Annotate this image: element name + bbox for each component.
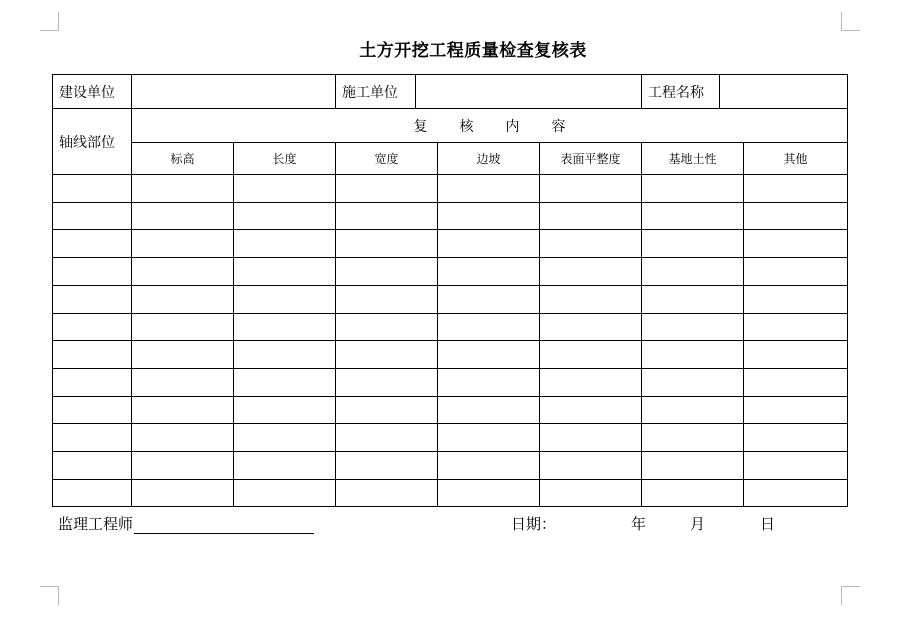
review-value-cell[interactable] <box>132 452 234 480</box>
review-value-cell[interactable] <box>234 230 336 258</box>
review-value-cell[interactable] <box>234 452 336 480</box>
review-value-cell[interactable] <box>132 397 234 424</box>
crop-mark-top-left <box>40 12 59 31</box>
review-value-cell[interactable] <box>642 203 744 230</box>
review-value-cell[interactable] <box>234 175 336 203</box>
review-value-cell[interactable] <box>438 480 540 507</box>
review-value-cell[interactable] <box>132 230 234 258</box>
axis-position-cell[interactable] <box>53 369 132 397</box>
review-value-cell[interactable] <box>234 286 336 314</box>
review-value-cell[interactable] <box>438 286 540 314</box>
table-row <box>53 314 848 341</box>
review-value-cell[interactable] <box>234 314 336 341</box>
supervisor-signature-line[interactable] <box>134 516 314 534</box>
review-value-cell[interactable] <box>642 424 744 452</box>
review-value-cell[interactable] <box>642 314 744 341</box>
contractor-field[interactable] <box>416 75 642 108</box>
table-row <box>53 424 848 452</box>
review-value-cell[interactable] <box>336 286 438 314</box>
table-row <box>53 286 848 314</box>
table-row <box>53 397 848 424</box>
review-value-cell[interactable] <box>744 175 848 203</box>
table-row <box>53 258 848 286</box>
review-value-cell[interactable] <box>744 203 848 230</box>
month-label: 月 <box>690 515 706 533</box>
review-value-cell[interactable] <box>336 480 438 507</box>
review-value-cell[interactable] <box>132 286 234 314</box>
crop-mark-top-right <box>841 12 860 31</box>
review-value-cell[interactable] <box>540 175 642 203</box>
review-value-cell[interactable] <box>336 452 438 480</box>
review-value-cell[interactable] <box>438 341 540 369</box>
supervisor-label: 监理工程师 <box>58 515 134 533</box>
review-value-cell[interactable] <box>336 369 438 397</box>
review-value-cell[interactable] <box>234 424 336 452</box>
axis-position-cell[interactable] <box>53 258 132 286</box>
review-value-cell[interactable] <box>438 397 540 424</box>
review-value-cell[interactable] <box>336 397 438 424</box>
axis-position-cell[interactable] <box>53 230 132 258</box>
review-value-cell[interactable] <box>744 452 848 480</box>
review-value-cell[interactable] <box>540 314 642 341</box>
review-value-cell[interactable] <box>642 258 744 286</box>
table-row <box>53 341 848 369</box>
review-value-cell[interactable] <box>234 369 336 397</box>
axis-position-cell[interactable] <box>53 397 132 424</box>
table-row <box>53 452 848 480</box>
crop-mark-bottom-left <box>40 586 59 605</box>
review-value-cell[interactable] <box>540 230 642 258</box>
review-value-cell[interactable] <box>336 341 438 369</box>
review-value-cell[interactable] <box>132 175 234 203</box>
review-value-cell[interactable] <box>642 175 744 203</box>
review-value-cell[interactable] <box>438 203 540 230</box>
review-value-cell[interactable] <box>540 480 642 507</box>
review-value-cell[interactable] <box>336 203 438 230</box>
project-name-group <box>642 75 848 109</box>
review-value-cell[interactable] <box>132 203 234 230</box>
review-value-cell[interactable] <box>336 258 438 286</box>
review-value-cell[interactable] <box>744 369 848 397</box>
review-content-header: 复核内容 <box>132 109 848 143</box>
inspection-table <box>52 74 848 507</box>
review-value-cell[interactable] <box>540 341 642 369</box>
construction-unit-label: 建设单位 <box>53 75 132 109</box>
table-row <box>53 369 848 397</box>
project-name-label: 工程名称 <box>642 75 720 108</box>
review-value-cell[interactable] <box>132 480 234 507</box>
table-row <box>53 480 848 507</box>
review-value-cell[interactable] <box>234 480 336 507</box>
review-value-cell[interactable] <box>642 230 744 258</box>
header-row-units <box>53 75 848 109</box>
review-value-cell[interactable] <box>642 286 744 314</box>
review-value-cell[interactable] <box>438 424 540 452</box>
column-header: 基地土性 <box>642 143 744 175</box>
review-value-cell[interactable] <box>132 369 234 397</box>
review-value-cell[interactable] <box>336 314 438 341</box>
review-value-cell[interactable] <box>132 258 234 286</box>
table-row <box>53 203 848 230</box>
axis-position-cell[interactable] <box>53 203 132 230</box>
column-header: 边坡 <box>438 143 540 175</box>
review-value-cell[interactable] <box>438 230 540 258</box>
table-row <box>53 175 848 203</box>
review-value-cell[interactable] <box>744 480 848 507</box>
review-value-cell[interactable] <box>438 452 540 480</box>
column-header: 表面平整度 <box>540 143 642 175</box>
header-row-review <box>53 109 848 143</box>
axis-position-cell[interactable] <box>53 175 132 203</box>
review-value-cell[interactable] <box>540 452 642 480</box>
axis-position-cell[interactable] <box>53 452 132 480</box>
review-value-cell[interactable] <box>744 314 848 341</box>
review-value-cell[interactable] <box>642 480 744 507</box>
review-value-cell[interactable] <box>438 175 540 203</box>
axis-position-label: 轴线部位 <box>53 109 132 175</box>
axis-position-cell[interactable] <box>53 424 132 452</box>
crop-mark-bottom-right <box>841 586 860 605</box>
table-row <box>53 230 848 258</box>
review-value-cell[interactable] <box>234 203 336 230</box>
review-value-cell[interactable] <box>744 230 848 258</box>
column-header: 宽度 <box>336 143 438 175</box>
review-value-cell[interactable] <box>744 341 848 369</box>
contractor-label: 施工单位 <box>336 75 416 108</box>
review-value-cell[interactable] <box>642 452 744 480</box>
review-value-cell[interactable] <box>744 397 848 424</box>
axis-position-cell[interactable] <box>53 314 132 341</box>
review-value-cell[interactable] <box>642 341 744 369</box>
date-label: 日期： <box>511 515 557 533</box>
review-value-cell[interactable] <box>438 314 540 341</box>
review-value-cell[interactable] <box>336 424 438 452</box>
supervisor-signature <box>58 513 314 534</box>
review-value-cell[interactable] <box>540 258 642 286</box>
form-title: 土方开挖工程质量检查复核表 <box>359 41 587 61</box>
review-value-cell[interactable] <box>642 369 744 397</box>
review-value-cell[interactable] <box>642 397 744 424</box>
column-header-row <box>53 143 848 175</box>
review-value-cell[interactable] <box>540 286 642 314</box>
year-label: 年 <box>631 515 647 533</box>
review-value-cell[interactable] <box>132 341 234 369</box>
axis-position-cell[interactable] <box>53 480 132 507</box>
column-header: 长度 <box>234 143 336 175</box>
review-value-cell[interactable] <box>744 286 848 314</box>
review-value-cell[interactable] <box>540 424 642 452</box>
construction-unit-field[interactable] <box>132 75 336 109</box>
day-label: 日 <box>760 515 776 533</box>
review-value-cell[interactable] <box>540 203 642 230</box>
review-value-cell[interactable] <box>540 369 642 397</box>
review-value-cell[interactable] <box>234 341 336 369</box>
review-value-cell[interactable] <box>234 258 336 286</box>
review-value-cell[interactable] <box>234 397 336 424</box>
review-value-cell[interactable] <box>438 258 540 286</box>
review-value-cell[interactable] <box>540 397 642 424</box>
review-value-cell[interactable] <box>132 424 234 452</box>
review-value-cell[interactable] <box>744 424 848 452</box>
project-name-field[interactable] <box>720 75 848 108</box>
axis-position-cell[interactable] <box>53 286 132 314</box>
review-value-cell[interactable] <box>438 369 540 397</box>
review-value-cell[interactable] <box>132 314 234 341</box>
column-header: 其他 <box>744 143 848 175</box>
review-value-cell[interactable] <box>336 175 438 203</box>
review-value-cell[interactable] <box>744 258 848 286</box>
axis-position-cell[interactable] <box>53 341 132 369</box>
column-header: 标高 <box>132 143 234 175</box>
contractor-group <box>336 75 642 109</box>
review-value-cell[interactable] <box>336 230 438 258</box>
